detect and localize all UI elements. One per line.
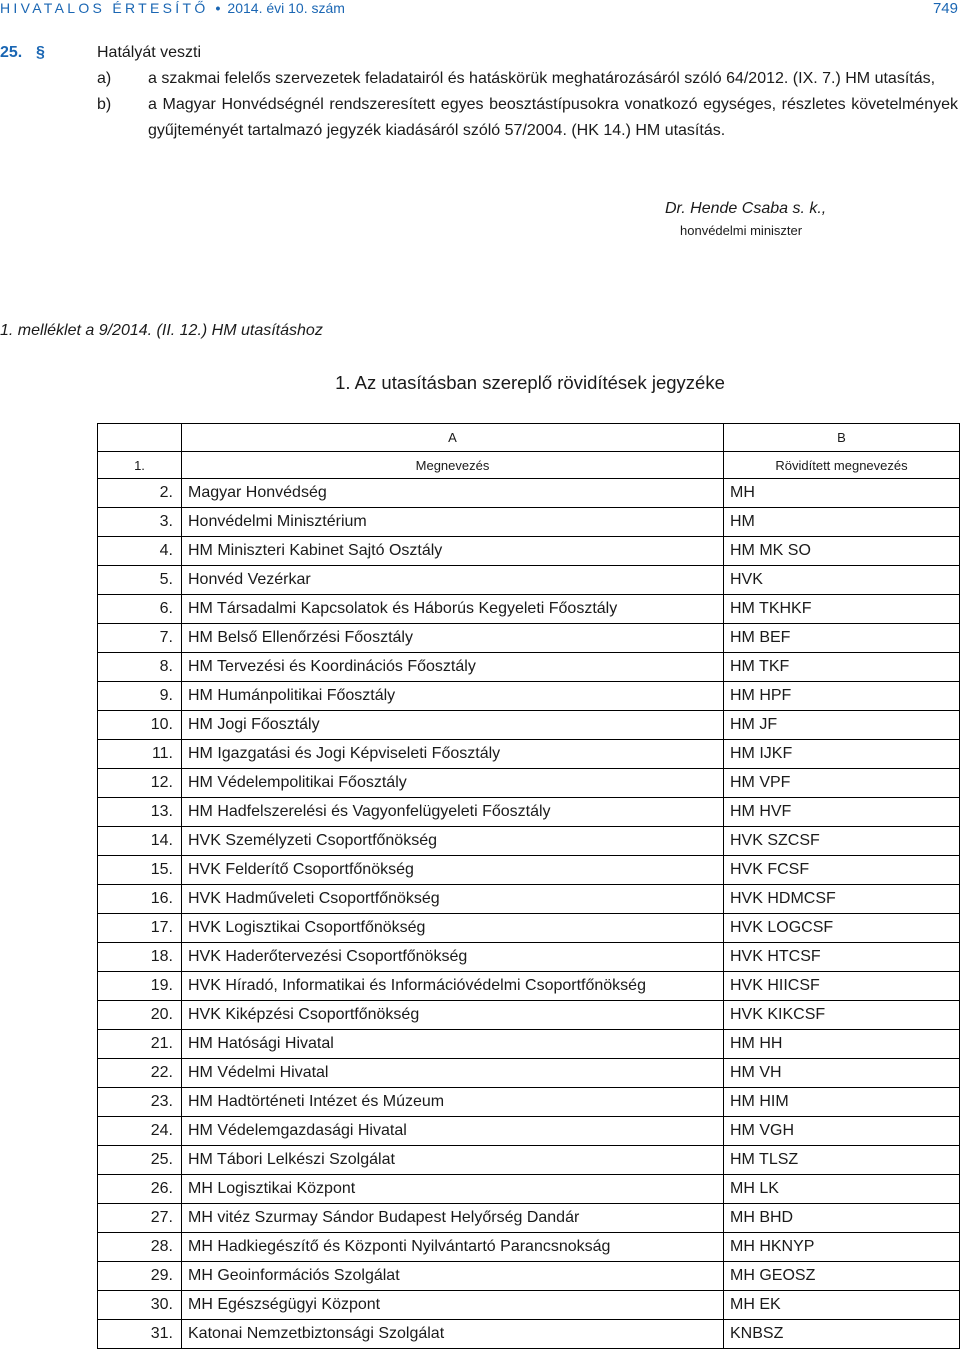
cell-name: HM Tervezési és Koordinációs Főosztály — [182, 653, 724, 682]
cell-abbr: HM HVF — [724, 798, 960, 827]
page-header — [0, 0, 960, 20]
cell-num: 16. — [98, 885, 182, 914]
table-row — [98, 827, 960, 856]
cell-abbr: KNBSZ — [724, 1320, 960, 1349]
issue-label: 2014. évi 10. szám — [227, 0, 345, 16]
table-row — [98, 1320, 960, 1349]
cell-abbr: MH — [724, 479, 960, 508]
cell-abbr: HVK — [724, 566, 960, 595]
cell-abbr: HM HIM — [724, 1088, 960, 1117]
page-number: 749 — [932, 0, 958, 17]
table-row — [98, 1001, 960, 1030]
item-text-a: a szakmai felelős szervezetek feladatairól és hatáskörük meghatározásáról szóló 64/2012. (IX. 7.) HM utasítás, — [148, 70, 936, 87]
cell-abbr: HM TLSZ — [724, 1146, 960, 1175]
cell-abbr: HM VPF — [724, 769, 960, 798]
table-row — [98, 1088, 960, 1117]
cell-abbr: HVK HIICSF — [724, 972, 960, 1001]
cell-num: 25. — [98, 1146, 182, 1175]
cell-name: Magyar Honvédség — [182, 479, 724, 508]
table-row — [98, 1059, 960, 1088]
table-row — [98, 856, 960, 885]
table-row — [98, 1117, 960, 1146]
cell-name: HVK Hadműveleti Csoportfőnökség — [182, 885, 724, 914]
header-name: Megnevezés — [182, 452, 724, 479]
cell-abbr: MH BHD — [724, 1204, 960, 1233]
table-row — [98, 537, 960, 566]
cell-num: 20. — [98, 1001, 182, 1030]
separator-dot: • — [215, 0, 221, 16]
cell-name: HM Hadfelszerelési és Vagyonfelügyeleti Főosztály — [182, 798, 724, 827]
table-row — [98, 1291, 960, 1320]
cell-num: 10. — [98, 711, 182, 740]
cell-name: Katonai Nemzetbiztonsági Szolgálat — [182, 1320, 724, 1349]
signer-title: honvédelmi miniszter — [680, 223, 803, 238]
table-row — [98, 624, 960, 653]
cell-num: 30. — [98, 1291, 182, 1320]
cell-abbr: MH EK — [724, 1291, 960, 1320]
header-abbr: Rövidített megnevezés — [724, 452, 960, 479]
cell-abbr: HM HH — [724, 1030, 960, 1059]
cell-num: 2. — [98, 479, 182, 508]
cell-num: 21. — [98, 1030, 182, 1059]
table-row — [98, 943, 960, 972]
cell-num: 6. — [98, 595, 182, 624]
cell-name: HM Belső Ellenőrzési Főosztály — [182, 624, 724, 653]
cell-abbr: MH HKNYP — [724, 1233, 960, 1262]
cell-abbr: MH LK — [724, 1175, 960, 1204]
cell-name: HVK Haderőtervezési Csoportfőnökség — [182, 943, 724, 972]
cell-num: 26. — [98, 1175, 182, 1204]
table-row — [98, 711, 960, 740]
cell-abbr: HM HPF — [724, 682, 960, 711]
cell-abbr: HM — [724, 508, 960, 537]
cell-name: HM Humánpolitikai Főosztály — [182, 682, 724, 711]
cell-name: MH Hadkiegészítő és Központi Nyilvántartó Parancsnokság — [182, 1233, 724, 1262]
cell-name: HVK Híradó, Informatikai és Információvédelmi Csoportfőnökség — [182, 972, 724, 1001]
cell-num: 31. — [98, 1320, 182, 1349]
cell-name: Honvéd Vezérkar — [182, 566, 724, 595]
cell-name: HVK Felderítő Csoportfőnökség — [182, 856, 724, 885]
cell-num: 27. — [98, 1204, 182, 1233]
cell-abbr: HVK HDMCSF — [724, 885, 960, 914]
cell-num: 12. — [98, 769, 182, 798]
column-letter-row — [98, 424, 960, 452]
cell-abbr: HVK SZCSF — [724, 827, 960, 856]
cell-num: 24. — [98, 1117, 182, 1146]
cell-abbr: HM TKHKF — [724, 595, 960, 624]
cell-num: 15. — [98, 856, 182, 885]
cell-abbr: HM TKF — [724, 653, 960, 682]
cell-name: HM Igazgatási és Jogi Képviseleti Főosztály — [182, 740, 724, 769]
table-row — [98, 1262, 960, 1291]
cell-num: 11. — [98, 740, 182, 769]
cell-num: 22. — [98, 1059, 182, 1088]
cell-num: 19. — [98, 972, 182, 1001]
cell-name: HM Miniszteri Kabinet Sajtó Osztály — [182, 537, 724, 566]
abbreviation-table — [97, 423, 960, 1349]
cell-name: HVK Logisztikai Csoportfőnökség — [182, 914, 724, 943]
table-row — [98, 479, 960, 508]
table-row — [98, 682, 960, 711]
cell-num: 14. — [98, 827, 182, 856]
column-b-label: B — [724, 424, 960, 452]
section-title: Hatályát veszti — [97, 44, 202, 61]
cell-num: 23. — [98, 1088, 182, 1117]
cell-num: 9. — [98, 682, 182, 711]
cell-abbr: HM VH — [724, 1059, 960, 1088]
list-title: 1. Az utasításban szereplő rövidítések jegyzéke — [335, 372, 725, 393]
cell-name: MH vitéz Szurmay Sándor Budapest Helyőrség Dandár — [182, 1204, 724, 1233]
cell-num: 28. — [98, 1233, 182, 1262]
cell-abbr: HVK FCSF — [724, 856, 960, 885]
cell-name: HM Védelempolitikai Főosztály — [182, 769, 724, 798]
cell-name: HM Hadtörténeti Intézet és Múzeum — [182, 1088, 724, 1117]
cell-abbr: HVK LOGCSF — [724, 914, 960, 943]
signer-name: Dr. Hende Csaba s. k., — [665, 200, 827, 217]
cell-name: HM Társadalmi Kapcsolatok és Háborús Kegyeleti Főosztály — [182, 595, 724, 624]
cell-num: 5. — [98, 566, 182, 595]
table-row — [98, 972, 960, 1001]
cell-name: MH Egészségügyi Központ — [182, 1291, 724, 1320]
cell-num: 3. — [98, 508, 182, 537]
column-a-label: A — [182, 424, 724, 452]
cell-num: 18. — [98, 943, 182, 972]
cell-name: MH Logisztikai Központ — [182, 1175, 724, 1204]
cell-name: HM Hatósági Hivatal — [182, 1030, 724, 1059]
header-num: 1. — [98, 452, 182, 479]
cell-num: 13. — [98, 798, 182, 827]
table-row — [98, 1233, 960, 1262]
table-row — [98, 798, 960, 827]
cell-num: 4. — [98, 537, 182, 566]
item-label-a: a) — [97, 70, 112, 87]
table-row — [98, 740, 960, 769]
table-row — [98, 1030, 960, 1059]
cell-abbr: HM BEF — [724, 624, 960, 653]
cell-abbr: HM MK SO — [724, 537, 960, 566]
cell-name: HVK Személyzeti Csoportfőnökség — [182, 827, 724, 856]
table-row — [98, 566, 960, 595]
cell-abbr: HVK HTCSF — [724, 943, 960, 972]
cell-num: 8. — [98, 653, 182, 682]
column-header-row — [98, 452, 960, 479]
cell-name: HM Tábori Lelkészi Szolgálat — [182, 1146, 724, 1175]
cell-name: HM Védelmi Hivatal — [182, 1059, 724, 1088]
item-text-b: a Magyar Honvédségnél rendszeresített egyes beosztástípusokra vonatkozó egységes, részletes követelmények gyűjteményét tartalmazó jegyzék kiadásáról szóló 57/2004. (HK 14.) HM utasítás. — [148, 96, 958, 139]
cell-num: 17. — [98, 914, 182, 943]
table-row — [98, 1175, 960, 1204]
cell-name: MH Geoinformációs Szolgálat — [182, 1262, 724, 1291]
table-row — [98, 508, 960, 537]
section-number: 25. — [0, 44, 23, 61]
cell-abbr: HVK KIKCSF — [724, 1001, 960, 1030]
cell-abbr: MH GEOSZ — [724, 1262, 960, 1291]
table-row — [98, 1146, 960, 1175]
cell-name: HVK Kiképzési Csoportfőnökség — [182, 1001, 724, 1030]
cell-num: 7. — [98, 624, 182, 653]
cell-name: HM Védelemgazdasági Hivatal — [182, 1117, 724, 1146]
table-row — [98, 885, 960, 914]
publication-name: HIVATALOS ÉRTESÍTŐ — [0, 0, 209, 16]
cell-abbr: HM IJKF — [724, 740, 960, 769]
cell-name: HM Jogi Főosztály — [182, 711, 724, 740]
table-row — [98, 914, 960, 943]
annex-heading: 1. melléklet a 9/2014. (II. 12.) HM utasításhoz — [0, 322, 323, 339]
table-row — [98, 653, 960, 682]
cell-abbr: HM VGH — [724, 1117, 960, 1146]
item-label-b: b) — [97, 96, 112, 113]
cell-name: Honvédelmi Minisztérium — [182, 508, 724, 537]
section-symbol: § — [36, 44, 45, 61]
table-row — [98, 1204, 960, 1233]
cell-abbr: HM JF — [724, 711, 960, 740]
cell-num: 29. — [98, 1262, 182, 1291]
table-row — [98, 769, 960, 798]
table-row — [98, 595, 960, 624]
corner-cell — [98, 424, 182, 452]
